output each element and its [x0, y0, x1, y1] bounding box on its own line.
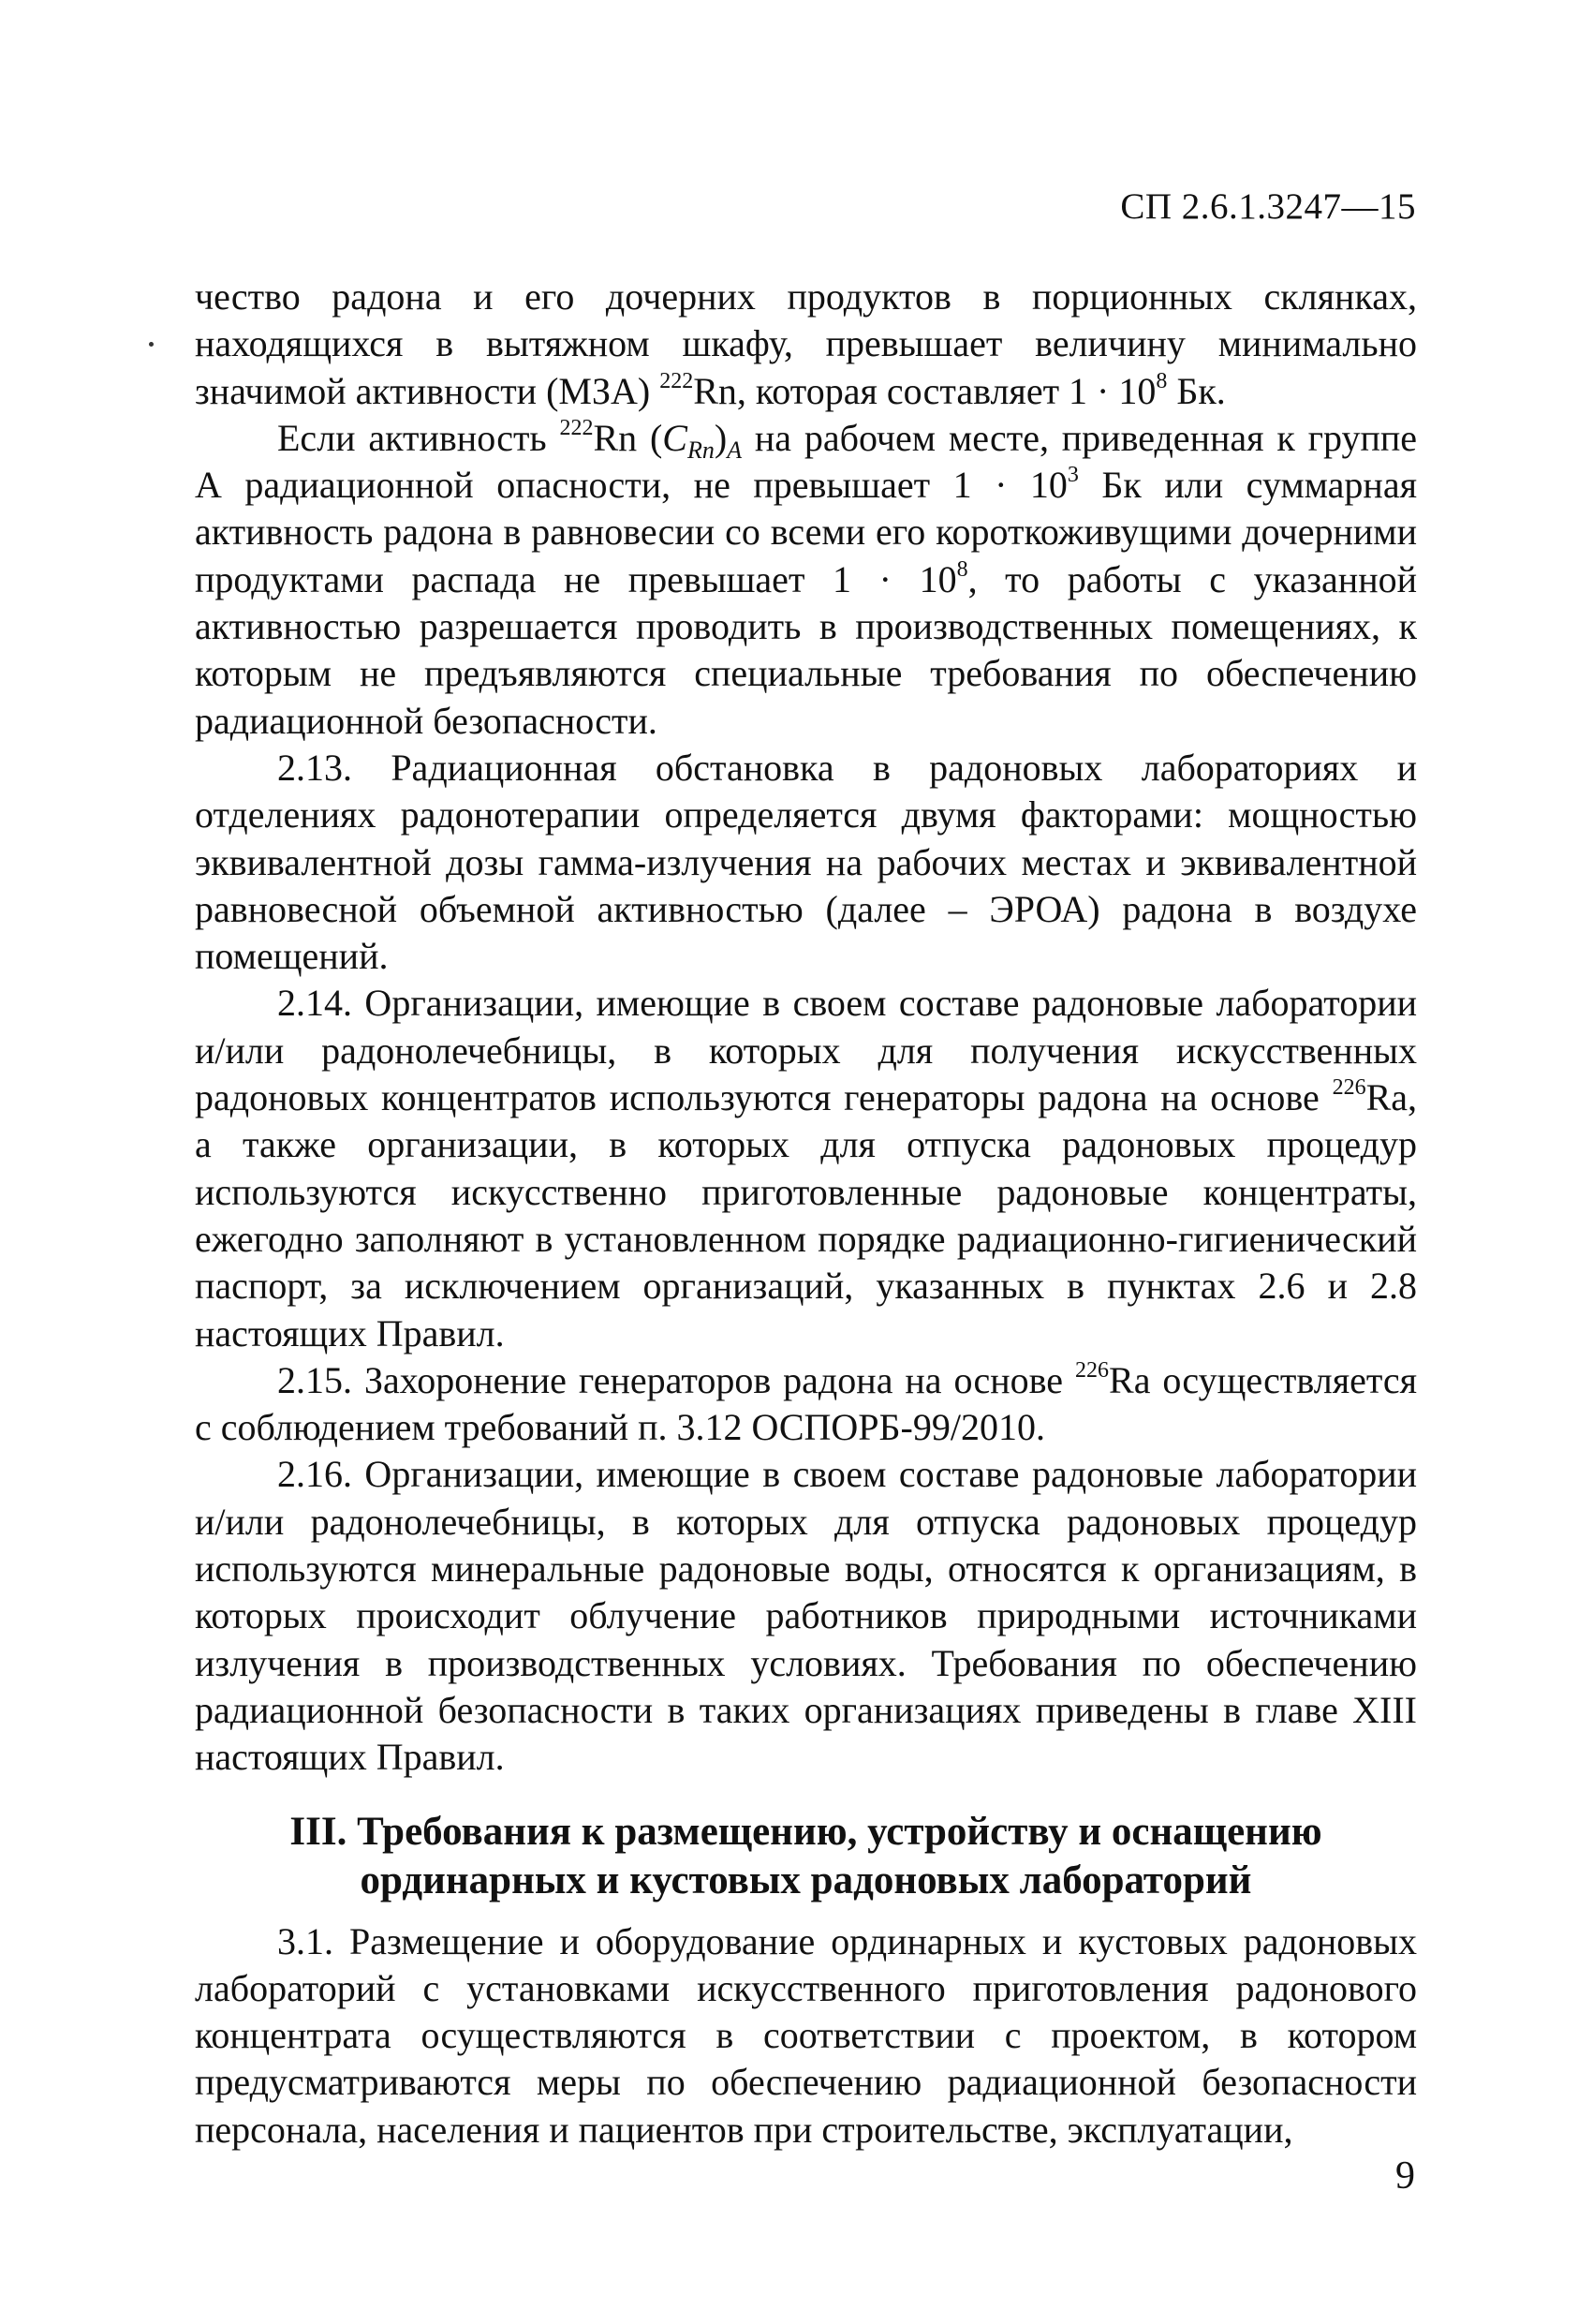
- scan-artifact: [149, 342, 154, 347]
- page-content: [195, 274, 1417, 2154]
- section-title: III. Требования к размещению, устройству и оснащению ординарных и кустовых радоновых лабораторий: [289, 1809, 1322, 1902]
- paragraph-3-1: 3.1. Размещение и оборудование ординарных и кустовых радоновых лабораторий с установками искусственного приготовления радонового концентрата осуществляются в соответствии с проектом, в котором предусматриваются меры по обеспечению радиационной безопасности персонала, населения и пациентов при строительстве, эксплуатации,: [195, 1919, 1417, 2151]
- paragraph-2-14: 2.14. Организации, имеющие в своем составе радоновые лаборатории и/или радонолечебницы, в которых для получения искусственных радоновых концентратов используются генераторы радона на основе $^{226}$Ra, а также организации, в которых для отпуска радоновых процедур используются искусственно приготовленные радоновые концентраты, ежегодно заполняют в установленном порядке радиационно-гигиенический паспорт, за исключением организаций, указанных в пунктах 2.6 и 2.8 настоящих Правил.: [195, 982, 1417, 1354]
- paragraph-continuation: чество радона и его дочерних продуктов в порционных склянках, находящихся в вытяжном шкафу, превышает величину минимально значимой активности (МЗА) $^{222}$Rn, которая составляет $1 \cdot 10^8$ Бк.: [195, 275, 1417, 412]
- activity-variable: $C_{Rn})_A$: [662, 416, 743, 464]
- running-header: СП 2.6.1.3247—15: [1120, 186, 1416, 227]
- paragraph-2-13: 2.13. Радиационная обстановка в радоновых лабораториях и отделениях радонотерапии определяется двумя факторами: мощностью эквивалентной дозы гамма-излучения на рабочих местах и эквивалентной равновесной объемной активностью (далее – ЭРОА) радона в воздухе помещений.: [195, 746, 1417, 978]
- page-number: 9: [1395, 2154, 1415, 2198]
- paragraph-2-15: 2.15. Захоронение генераторов радона на основе $^{226}$Ra осуществляется с соблюдением требований п. 3.12 ОСПОРБ-99/2010.: [195, 1357, 1417, 1449]
- paragraph-2-16: 2.16. Организации, имеющие в своем составе радоновые лаборатории и/или радонолечебницы, в которых для отпуска радоновых процедур используются минеральные радоновые воды, относятся к организациям, в которых происходит облучение работников природными источниками излучения в производственных условиях. Требования по обеспечению радиационной безопасности в таких организациях приведены в главе XIII настоящих Правил.: [195, 1453, 1417, 1779]
- paragraph-radon-activity: Если активность $^{222}$Rn $(C_{Rn})_A$ на рабочем месте, приведенная к группе А радиационной опасности, не превышает $1 \cdot 10^3$ Бк или суммарная активность радона в равновесии со всеми его короткоживущими дочерними продуктами распада не превышает $1 \cdot 10^8$, то работы с указанной активностью разрешается проводить в производственных помещениях, к которым не предъявляются специальные требования по обеспечению радиационной безопасности.: [195, 415, 1418, 742]
